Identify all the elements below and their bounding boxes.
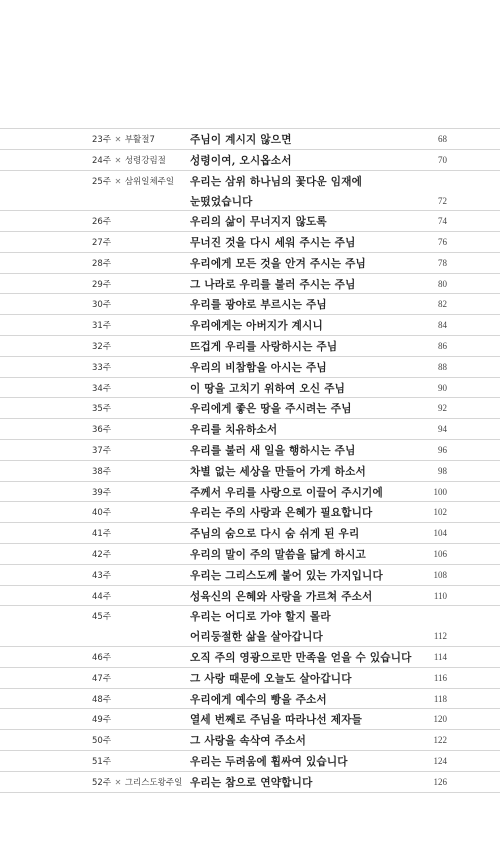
week-number: 51주 bbox=[92, 756, 112, 767]
page-number: 110 bbox=[433, 590, 447, 601]
week-number: 37주 bbox=[92, 445, 112, 456]
toc-entry bbox=[0, 606, 500, 647]
week-label bbox=[92, 486, 111, 498]
separator-icon: ✕ bbox=[112, 176, 124, 186]
week-number: 49주 bbox=[92, 715, 112, 726]
toc-entry bbox=[0, 668, 500, 689]
week-number: 31주 bbox=[92, 321, 112, 332]
entry-title: 뜨겁게 우리를 사랑하시는 주님 bbox=[190, 340, 338, 353]
entry-title: 우리는 그리스도께 붙어 있는 가지입니다 bbox=[190, 569, 383, 582]
entry-title: 주께서 우리를 사랑으로 이끌어 주시기에 bbox=[190, 486, 383, 499]
week-number: 36주 bbox=[92, 425, 112, 436]
entry-title: 이 땅을 고치기 위하여 오신 주님 bbox=[190, 382, 346, 395]
entry-title: 성령이여, 오시옵소서 bbox=[190, 154, 292, 167]
week-number: 35주 bbox=[92, 404, 112, 415]
week-label bbox=[92, 651, 111, 663]
week-label bbox=[92, 590, 111, 602]
week-number: 48주 bbox=[92, 694, 112, 705]
page-number: 112 bbox=[433, 631, 447, 642]
page-number: 90 bbox=[438, 382, 447, 393]
week-label bbox=[92, 506, 111, 518]
week-number: 52주 bbox=[92, 777, 112, 788]
page-number: 76 bbox=[438, 236, 447, 247]
page-number: 68 bbox=[438, 134, 447, 144]
week-label bbox=[92, 340, 111, 352]
toc-entry bbox=[0, 128, 500, 150]
page-number: 124 bbox=[433, 755, 447, 766]
entry-title-continued: 어리둥절한 삶을 살아갑니다 bbox=[190, 631, 323, 644]
week-label bbox=[92, 298, 111, 310]
page-number: 108 bbox=[433, 569, 447, 580]
entry-title: 우리는 어디로 가야 할지 몰라 bbox=[190, 611, 331, 624]
entry-title: 우리를 불러 새 일을 행하시는 주님 bbox=[190, 444, 356, 457]
entry-title: 그 나라로 우리를 불러 주시는 주님 bbox=[190, 278, 356, 291]
toc-entry bbox=[0, 274, 500, 295]
entry-title: 우리에게는 아버지가 계시니 bbox=[190, 320, 323, 333]
page-number: 82 bbox=[438, 299, 447, 310]
toc-entry bbox=[0, 253, 500, 274]
week-label bbox=[92, 382, 111, 394]
toc-entry bbox=[0, 171, 500, 212]
entry-title: 주님이 계시지 않으면 bbox=[190, 134, 292, 146]
week-number: 33주 bbox=[92, 362, 112, 373]
entry-title: 우리는 삼위 하나님의 꽃다운 임재에 bbox=[190, 175, 363, 188]
toc-entry bbox=[0, 502, 500, 523]
entry-title: 우리를 치유하소서 bbox=[190, 424, 278, 437]
toc-entry bbox=[0, 586, 500, 607]
entry-title: 우리의 삶이 무너지지 않도록 bbox=[190, 216, 327, 229]
separator-icon: ✕ bbox=[112, 155, 124, 165]
week-number: 34주 bbox=[92, 383, 112, 394]
page-number: 92 bbox=[438, 403, 447, 414]
entry-title: 우리를 광야로 부르시는 주님 bbox=[190, 299, 327, 312]
toc-entry bbox=[0, 689, 500, 710]
week-number: 44주 bbox=[92, 591, 112, 602]
separator-icon: ✕ bbox=[112, 777, 124, 787]
week-label bbox=[92, 776, 182, 788]
liturgical-occasion: 성령강림절 bbox=[124, 155, 166, 166]
week-label bbox=[92, 257, 111, 269]
page-number: 122 bbox=[433, 735, 447, 746]
entry-title: 그 사랑을 속삭여 주소서 bbox=[190, 735, 306, 748]
entry-title: 우리의 비참함을 아시는 주님 bbox=[190, 361, 327, 374]
toc-entry bbox=[0, 336, 500, 357]
week-number: 50주 bbox=[92, 736, 112, 747]
entry-title: 우리는 주의 사랑과 은혜가 필요합니다 bbox=[190, 507, 373, 520]
page-number: 116 bbox=[433, 672, 447, 683]
week-label bbox=[92, 236, 111, 248]
entry-title: 우리는 두려움에 휩싸여 있습니다 bbox=[190, 755, 348, 768]
week-label bbox=[92, 423, 111, 435]
liturgical-occasion: 그리스도왕주일 bbox=[124, 777, 183, 788]
page-number: 86 bbox=[438, 340, 447, 351]
week-label bbox=[92, 713, 111, 725]
entry-title: 무너진 것을 다시 세워 주시는 주님 bbox=[190, 236, 356, 249]
page-number: 106 bbox=[433, 548, 447, 559]
page-number: 72 bbox=[438, 195, 447, 206]
liturgical-occasion: 부활절7 bbox=[124, 135, 155, 145]
toc-entry bbox=[0, 150, 500, 171]
week-label bbox=[92, 154, 166, 166]
week-number: 39주 bbox=[92, 487, 112, 498]
week-label bbox=[92, 278, 111, 290]
toc-entry bbox=[0, 440, 500, 461]
week-label bbox=[92, 755, 111, 767]
toc-entry bbox=[0, 398, 500, 419]
week-label bbox=[92, 672, 111, 684]
entry-title: 성육신의 은혜와 사랑을 가르쳐 주소서 bbox=[190, 590, 373, 603]
week-label bbox=[92, 361, 111, 373]
week-label bbox=[92, 133, 155, 145]
toc-entry bbox=[0, 211, 500, 232]
toc-entry bbox=[0, 523, 500, 544]
week-label bbox=[92, 734, 111, 746]
week-label bbox=[92, 610, 111, 622]
entry-title: 우리에게 예수의 빵을 주소서 bbox=[190, 693, 327, 706]
week-number: 26주 bbox=[92, 217, 112, 228]
page-number: 80 bbox=[438, 278, 447, 289]
liturgical-occasion: 삼위일체주일 bbox=[124, 176, 175, 187]
toc-entry bbox=[0, 294, 500, 315]
week-label bbox=[92, 402, 111, 414]
page-number: 98 bbox=[438, 465, 447, 476]
week-number: 28주 bbox=[92, 258, 112, 269]
week-number: 47주 bbox=[92, 673, 112, 684]
page-number: 120 bbox=[433, 714, 447, 725]
toc-entry bbox=[0, 730, 500, 751]
page-number: 114 bbox=[433, 651, 447, 662]
entry-title: 오직 주의 영광으로만 만족을 얻을 수 있습니다 bbox=[190, 651, 412, 664]
toc-entry bbox=[0, 315, 500, 336]
page-number: 70 bbox=[438, 154, 447, 165]
toc-entry bbox=[0, 461, 500, 482]
toc-entry bbox=[0, 544, 500, 565]
page-number: 118 bbox=[433, 693, 447, 704]
page-number: 84 bbox=[438, 320, 447, 331]
toc-entry bbox=[0, 378, 500, 399]
toc-entry bbox=[0, 709, 500, 730]
toc-entry bbox=[0, 751, 500, 772]
page-number: 78 bbox=[438, 257, 447, 268]
page-number: 94 bbox=[438, 424, 447, 435]
page-number: 100 bbox=[433, 486, 447, 497]
toc-entry bbox=[0, 482, 500, 503]
week-number: 42주 bbox=[92, 549, 112, 560]
week-label bbox=[92, 569, 111, 581]
week-label bbox=[92, 444, 111, 456]
week-number: 38주 bbox=[92, 466, 112, 477]
week-label bbox=[92, 319, 111, 331]
toc-entry bbox=[0, 232, 500, 253]
entry-title: 열세 번째로 주님을 따라나선 제자들 bbox=[190, 714, 363, 727]
week-number: 30주 bbox=[92, 300, 112, 311]
page-number: 102 bbox=[433, 507, 447, 518]
table-of-contents bbox=[0, 128, 500, 793]
week-number: 25주 bbox=[92, 176, 112, 187]
week-number: 32주 bbox=[92, 341, 112, 352]
entry-title: 그 사랑 때문에 오늘도 살아갑니다 bbox=[190, 672, 352, 685]
toc-entry bbox=[0, 647, 500, 668]
page-number: 74 bbox=[438, 216, 447, 227]
week-number: 45주 bbox=[92, 612, 112, 623]
week-number: 46주 bbox=[92, 652, 112, 663]
week-number: 24주 bbox=[92, 155, 112, 166]
week-label bbox=[92, 465, 111, 477]
entry-title: 우리에게 모든 것을 안겨 주시는 주님 bbox=[190, 257, 366, 270]
week-label bbox=[92, 527, 111, 539]
entry-title-continued: 눈떴었습니다 bbox=[190, 195, 253, 208]
week-number: 29주 bbox=[92, 279, 112, 290]
week-label bbox=[92, 175, 174, 187]
week-number: 40주 bbox=[92, 508, 112, 519]
week-number: 43주 bbox=[92, 570, 112, 581]
toc-entry bbox=[0, 565, 500, 586]
entry-title: 차별 없는 세상을 만들어 가게 하소서 bbox=[190, 465, 366, 478]
entry-title: 주님의 숨으로 다시 숨 쉬게 된 우리 bbox=[190, 528, 360, 541]
entry-title: 우리의 말이 주의 말씀을 닮게 하시고 bbox=[190, 548, 366, 561]
week-label bbox=[92, 693, 111, 705]
separator-icon: ✕ bbox=[112, 135, 124, 144]
toc-entry bbox=[0, 772, 500, 793]
week-number: 23주 bbox=[92, 135, 112, 145]
page-number: 96 bbox=[438, 444, 447, 455]
week-label bbox=[92, 548, 111, 560]
page-number: 126 bbox=[433, 776, 447, 787]
page-number: 104 bbox=[433, 528, 447, 539]
week-number: 41주 bbox=[92, 529, 112, 540]
entry-title: 우리는 참으로 연약합니다 bbox=[190, 776, 313, 789]
toc-entry bbox=[0, 357, 500, 378]
week-number: 27주 bbox=[92, 237, 112, 248]
week-label bbox=[92, 215, 111, 227]
toc-entry bbox=[0, 419, 500, 440]
page-number: 88 bbox=[438, 361, 447, 372]
entry-title: 우리에게 좋은 땅을 주시려는 주님 bbox=[190, 403, 352, 416]
